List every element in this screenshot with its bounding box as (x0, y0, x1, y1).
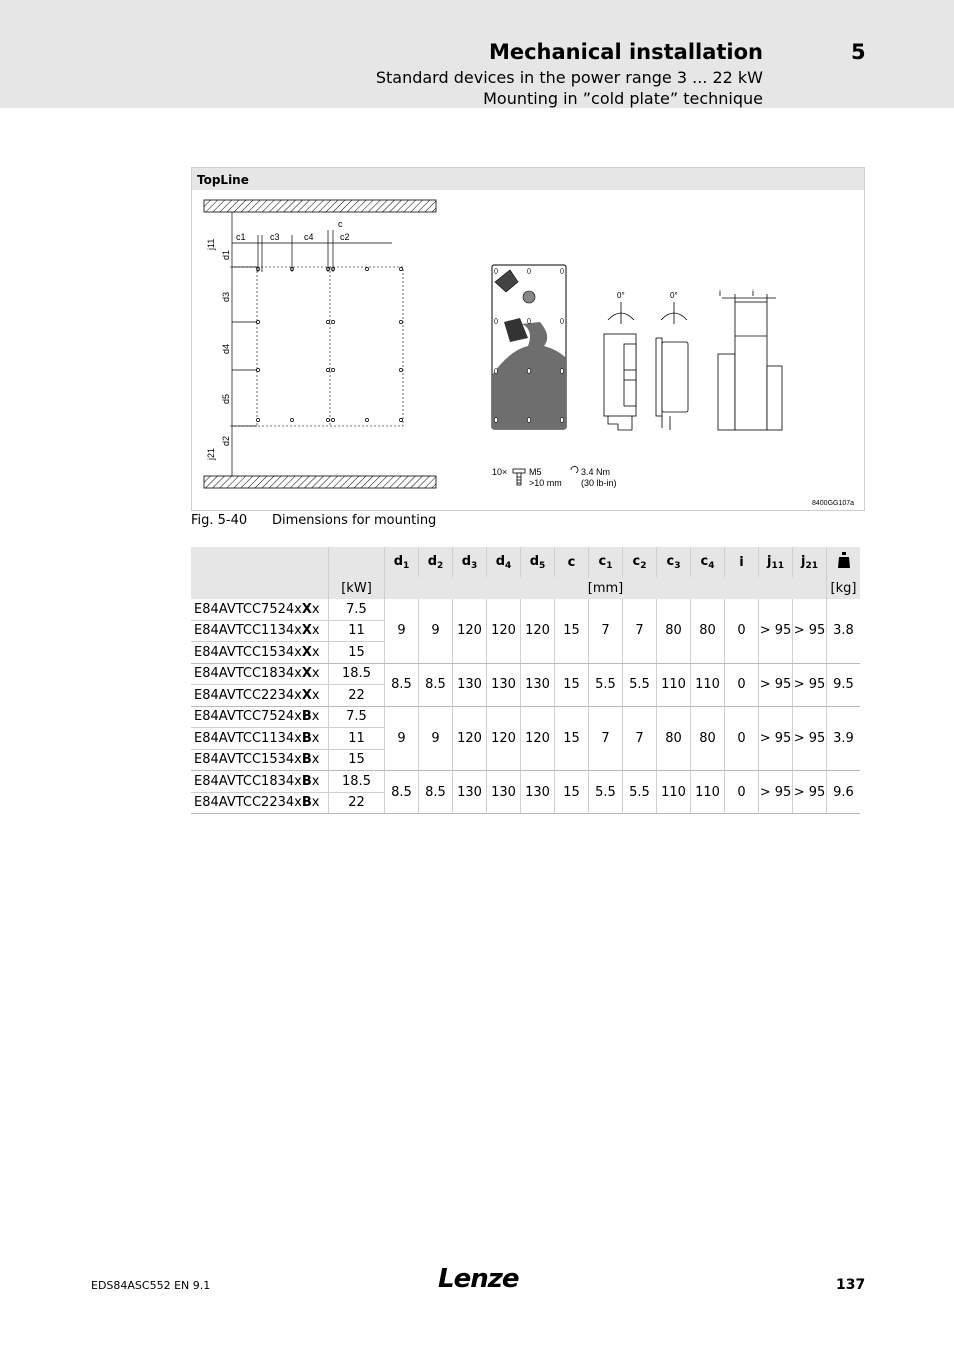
dimension-value: 120 (521, 599, 555, 663)
dimension-value: 0 (725, 771, 759, 814)
col-d4: $d_4$ (487, 547, 521, 577)
rated-power: 11 (329, 728, 385, 750)
mounting-outline (230, 267, 403, 426)
dimension-value: 0 (725, 599, 759, 663)
dimension-value: 9 (385, 706, 419, 771)
label-c3: c3 (270, 232, 280, 242)
col-i: i (725, 547, 759, 577)
dimension-value: 3.9 (827, 706, 861, 771)
rated-power: 15 (329, 642, 385, 664)
dimension-value: 8.5 (419, 663, 453, 706)
device-side-view-left (604, 334, 636, 430)
section-subtitle-1: Standard devices in the power range 3 ... 22 kW (375, 68, 763, 87)
col-c: c (555, 547, 589, 577)
dimension-value: > 95 (759, 706, 793, 771)
dimension-value: 15 (555, 771, 589, 814)
dimension-value: 5.5 (623, 771, 657, 814)
figure-id: 8400GG107a (812, 500, 855, 507)
angle-indicator-left (608, 302, 634, 324)
dimension-value: 8.5 (385, 663, 419, 706)
dimension-value: 9.6 (827, 771, 861, 814)
label-c4: c4 (304, 232, 314, 242)
dimension-value: > 95 (759, 771, 793, 814)
dimension-value: 9.5 (827, 663, 861, 706)
label-d3: d3 (221, 291, 231, 302)
rated-power: 18.5 (329, 663, 385, 685)
dimension-value: 5.5 (623, 663, 657, 706)
label-j11: j11 (206, 238, 216, 250)
dimension-value: 130 (487, 663, 521, 706)
figure-box (191, 167, 865, 511)
device-type: E84AVTCC7524xBx (191, 706, 329, 728)
table-body (191, 599, 860, 814)
dimension-value: 120 (453, 706, 487, 771)
device-type: E84AVTCC7524xXx (191, 599, 329, 620)
col-c1: $c_1$ (589, 547, 623, 577)
dimension-value: 80 (657, 599, 691, 663)
dimension-value: 120 (487, 706, 521, 771)
dimension-value: 0 (725, 706, 759, 771)
figure-title: TopLine (197, 173, 249, 187)
screw-count: 10× (492, 467, 508, 477)
page-header (0, 0, 954, 108)
device-front-view (718, 294, 782, 430)
label-d4: d4 (221, 343, 231, 354)
dimension-value: 15 (555, 663, 589, 706)
rated-power: 7.5 (329, 599, 385, 620)
dimension-value: > 95 (759, 599, 793, 663)
label-c1: c1 (236, 232, 246, 242)
dimension-value: 80 (691, 599, 725, 663)
clearance-label-left: i (719, 288, 721, 298)
dimension-value: 130 (521, 771, 555, 814)
label-d1: d1 (221, 249, 231, 260)
caption-text: Dimensions for mounting (272, 513, 437, 528)
dimension-value: 5.5 (589, 771, 623, 814)
dimension-value: 0 (725, 663, 759, 706)
screw-icon (513, 469, 525, 485)
dimension-value: 9 (419, 706, 453, 771)
table-row (191, 663, 860, 685)
col-d3: $d_3$ (453, 547, 487, 577)
dimension-value: 15 (555, 599, 589, 663)
dimension-value: 110 (657, 663, 691, 706)
dimension-value: 130 (453, 771, 487, 814)
angle-indicator-right (661, 302, 687, 324)
device-type: E84AVTCC1134xBx (191, 728, 329, 750)
label-c2: c2 (340, 232, 350, 242)
table-row (191, 599, 860, 620)
device-type: E84AVTCC2234xXx (191, 685, 329, 707)
dimension-value: 7 (589, 599, 623, 663)
angle-label-right: 0° (670, 291, 678, 300)
weight-icon (838, 552, 850, 568)
dimension-value: 130 (453, 663, 487, 706)
angle-label-left: 0° (617, 291, 625, 300)
screw-size: M5 (529, 467, 542, 477)
label-d2: d2 (221, 435, 231, 446)
dimension-value: 120 (453, 599, 487, 663)
col-j21: $j_{21}$ (793, 547, 827, 577)
section-subtitle-2: Mounting in ”cold plate” technique (483, 89, 763, 108)
clearance-label-right: i (752, 288, 754, 298)
col-c2: $c_2$ (623, 547, 657, 577)
rated-power: 22 (329, 792, 385, 814)
torque-value: 3.4 Nm (581, 467, 611, 477)
unit-kw: [kW] (329, 577, 385, 599)
device-back-plate (492, 265, 566, 429)
dimension-lines (232, 212, 392, 476)
dimension-value: 8.5 (385, 771, 419, 814)
rated-power: 7.5 (329, 706, 385, 728)
dimension-value: 15 (555, 706, 589, 771)
rated-power: 18.5 (329, 771, 385, 793)
dimension-value: 80 (691, 706, 725, 771)
col-d5: $d_5$ (521, 547, 555, 577)
dimension-value: 5.5 (589, 663, 623, 706)
bottom-wall (204, 476, 436, 488)
device-type: E84AVTCC1534xBx (191, 749, 329, 771)
lenze-logo: Lenze (438, 1264, 519, 1294)
rated-power: 11 (329, 620, 385, 642)
dimension-value: > 95 (793, 706, 827, 771)
dimension-value: 3.8 (827, 599, 861, 663)
table-row (191, 771, 860, 793)
table-units-row (191, 577, 860, 599)
torque-icon (571, 466, 578, 473)
device-type: E84AVTCC1134xXx (191, 620, 329, 642)
screw-length: >10 mm (529, 478, 562, 488)
dimensions-table (191, 547, 860, 814)
dimension-value: 7 (589, 706, 623, 771)
col-weight (827, 547, 861, 577)
dimension-value: 110 (691, 663, 725, 706)
section-title: Mechanical installation (488, 40, 763, 64)
dimension-value: 130 (487, 771, 521, 814)
col-c4: $c_4$ (691, 547, 725, 577)
dimension-value: > 95 (793, 599, 827, 663)
dimension-value: 80 (657, 706, 691, 771)
caption-number: Fig. 5-40 (191, 513, 248, 528)
dimension-value: 110 (691, 771, 725, 814)
label-j21: j21 (206, 447, 216, 460)
dimension-value: > 95 (793, 771, 827, 814)
dimension-value: 120 (521, 706, 555, 771)
hole-markers (256, 267, 402, 421)
dimension-value: 7 (623, 706, 657, 771)
top-wall (204, 200, 436, 212)
device-type: E84AVTCC1834xXx (191, 663, 329, 685)
page-number: 137 (836, 1277, 866, 1293)
table-row (191, 706, 860, 728)
mounting-drawing (192, 190, 864, 510)
device-type: E84AVTCC1534xXx (191, 642, 329, 664)
col-c3: $c_3$ (657, 547, 691, 577)
col-j11: $j_{11}$ (759, 547, 793, 577)
device-type: E84AVTCC2234xBx (191, 792, 329, 814)
dimension-value: 130 (521, 663, 555, 706)
device-side-view-right (656, 338, 688, 430)
rated-power: 15 (329, 749, 385, 771)
chapter-number: 5 (851, 40, 866, 64)
device-type: E84AVTCC1834xBx (191, 771, 329, 793)
col-d1: $d_1$ (385, 547, 419, 577)
dimension-value: 7 (623, 599, 657, 663)
col-d2: $d_2$ (419, 547, 453, 577)
dimension-value: 9 (385, 599, 419, 663)
rated-power: 22 (329, 685, 385, 707)
figure-title-bar (192, 168, 864, 190)
dimension-value: > 95 (759, 663, 793, 706)
dimension-value: 120 (487, 599, 521, 663)
unit-kg: [kg] (827, 577, 861, 599)
table-header-row (191, 547, 860, 577)
dimension-value: 110 (657, 771, 691, 814)
torque-imperial: (30 lb-in) (581, 478, 617, 488)
dimension-value: > 95 (793, 663, 827, 706)
unit-mm: [mm] (385, 577, 827, 599)
figure-caption (191, 513, 437, 528)
label-c: c (338, 219, 343, 229)
document-id: EDS84ASC552 EN 9.1 (91, 1279, 211, 1292)
dimension-value: 9 (419, 599, 453, 663)
label-d5: d5 (221, 393, 231, 404)
dimension-value: 8.5 (419, 771, 453, 814)
